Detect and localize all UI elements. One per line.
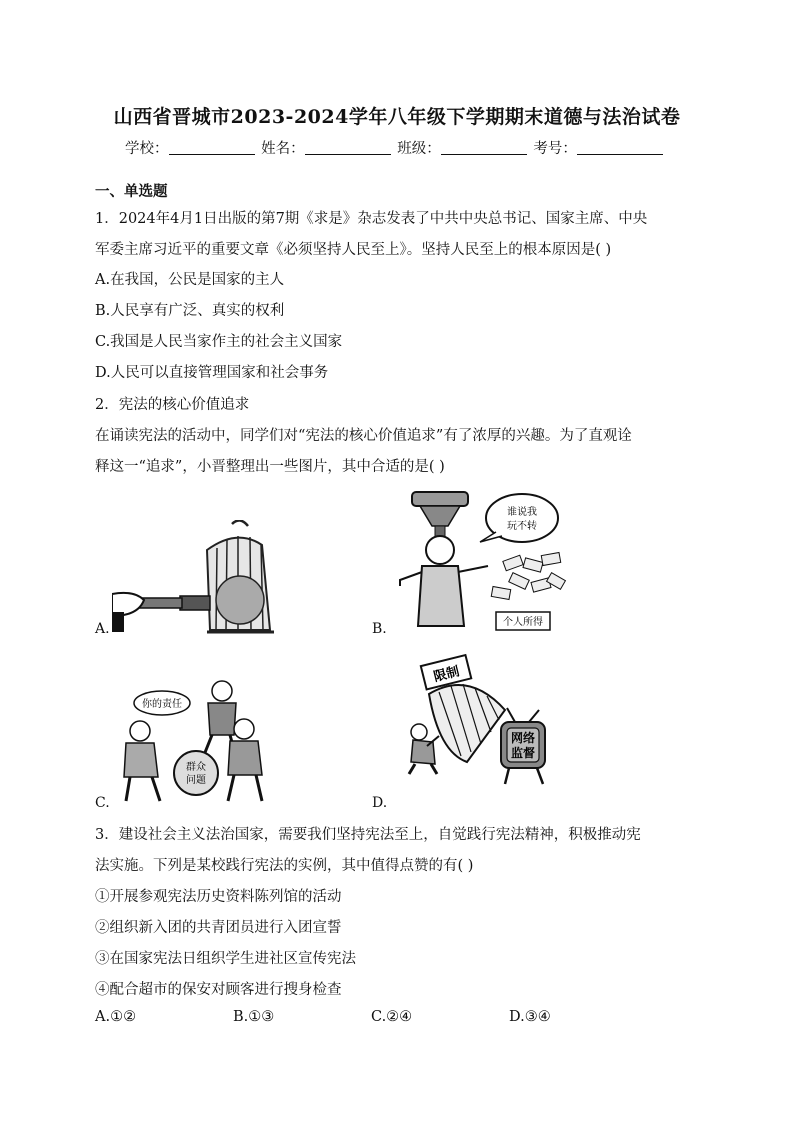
q3-item-4: ④配合超市的保安对顾客进行搜身检查: [95, 982, 342, 998]
q3-stem-line2: 法实施。下列是某校践行宪法的实例，其中值得点赞的有( ): [95, 858, 474, 874]
q1-stem-line2: 军委主席习近平的重要文章《必须坚持人民至上》。坚持人民至上的根本原因是( ): [95, 242, 612, 258]
fig-b-bubble-line2: 玩不转: [507, 521, 537, 532]
exam-number-blank: [577, 140, 663, 155]
name-blank: [305, 140, 391, 155]
q1-option-c: C.我国是人民当家作主的社会主义国家: [95, 334, 343, 350]
q3-choice-b: B.①③: [233, 1009, 275, 1025]
q2-option-d-label: D.: [372, 795, 388, 811]
cartoon-figure-d: [405, 652, 560, 804]
fig-b-sign: 个人所得: [503, 617, 543, 628]
class-label: 班级：: [397, 141, 441, 157]
q3-item-3: ③在国家宪法日组织学生进社区宣传宪法: [95, 951, 356, 967]
page-title: 山西省晋城市2023-2024学年八年级下学期期末道德与法治试卷: [113, 106, 681, 128]
student-info-line: [125, 137, 685, 158]
q1-option-a: A.在我国，公民是国家的主人: [95, 272, 285, 288]
q3-choice-a: A.①②: [95, 1009, 137, 1025]
cartoon-figure-b: [392, 488, 570, 636]
fig-b-bubble-line1: 谁说我: [507, 507, 537, 518]
fig-d-tv-line1: 网络: [510, 731, 536, 745]
fig-d-tv-line2: 监督: [510, 746, 536, 760]
fig-d-sign: 限制: [432, 664, 462, 686]
name-label: 姓名：: [261, 141, 305, 157]
fig-c-bubble: 你的责任: [142, 699, 182, 710]
q2-option-a-label: A.: [95, 621, 110, 637]
q3-stem-line1: 3．建设社会主义法治国家，需要我们坚持宪法至上，自觉践行宪法精神，积极推动宪: [95, 827, 641, 843]
q2-option-c-label: C.: [95, 795, 110, 811]
q1-stem-line1: 1．2024年4月1日出版的第7期《求是》杂志发表了中共中央总书记、国家主席、中央: [95, 211, 648, 227]
q1-option-b: B.人民享有广泛、真实的权利: [95, 303, 285, 319]
class-blank: [441, 140, 527, 155]
q3-item-2: ②组织新入团的共青团员进行入团宣誓: [95, 920, 342, 936]
q2-option-b-label: B.: [372, 621, 387, 637]
exam-number-label: 考号：: [533, 141, 577, 157]
q1-option-d: D.人民可以直接管理国家和社会事务: [95, 365, 329, 381]
school-blank: [169, 140, 255, 155]
cartoon-figure-a: [112, 520, 287, 638]
section-heading: 一、单选题: [95, 183, 168, 200]
fig-c-ball-line1: 群众: [186, 762, 206, 773]
cartoon-figure-c: [112, 673, 272, 809]
q2-title: 2．宪法的核心价值追求: [95, 397, 250, 413]
school-label: 学校：: [125, 141, 169, 157]
q3-item-1: ①开展参观宪法历史资料陈列馆的活动: [95, 889, 342, 905]
fig-c-ball-line2: 问题: [186, 775, 206, 786]
q2-stem-line1: 在诵读宪法的活动中，同学们对“宪法的核心价值追求”有了浓厚的兴趣。为了直观诠: [95, 428, 632, 444]
q3-choice-c: C.②④: [371, 1009, 413, 1025]
q2-stem-line2: 释这一“追求”，小晋整理出一些图片，其中合适的是( ): [95, 459, 445, 475]
q3-choice-d: D.③④: [509, 1009, 551, 1025]
